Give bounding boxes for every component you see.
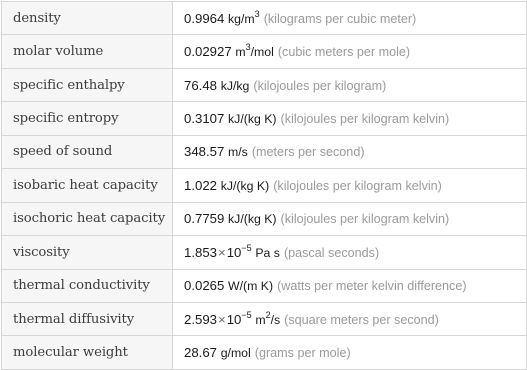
table-row (2, 135, 527, 168)
unit-text: W/(m K) (228, 279, 274, 294)
property-value (173, 102, 527, 135)
unit-description: (watts per meter kelvin difference) (277, 279, 467, 294)
property-label: molecular weight (2, 336, 173, 369)
unit-exponent: 2 (265, 309, 271, 320)
table-row (2, 35, 527, 68)
unit-text: kJ/(kg K) (228, 112, 277, 127)
table-row (2, 68, 527, 101)
property-label: speed of sound (2, 135, 173, 168)
value-unit (255, 246, 280, 260)
unit-description: (meters per second) (251, 145, 365, 160)
table-row (2, 202, 527, 235)
value-unit (255, 309, 281, 327)
unit-text: /s (270, 312, 281, 327)
property-label: specific enthalpy (2, 68, 173, 101)
value-number: 0.3107 (184, 111, 225, 127)
exponent-base: 10 (226, 311, 242, 327)
times-sign: × (218, 244, 226, 260)
unit-description: (kilojoules per kilogram kelvin) (273, 178, 442, 193)
property-label: specific entropy (2, 102, 173, 135)
unit-description: (cubic meters per mole) (277, 45, 411, 60)
value-number: 2.593 (184, 311, 218, 327)
unit-description: (pascal seconds) (283, 245, 380, 260)
exponent: −5 (241, 242, 252, 253)
property-value (173, 336, 527, 369)
value-unit (235, 42, 274, 60)
table-row (2, 2, 527, 35)
unit-text: g/mol (220, 346, 251, 361)
unit-exponent: 3 (245, 42, 251, 53)
value-unit (221, 179, 270, 193)
unit-description: (kilojoules per kilogram kelvin) (280, 212, 450, 227)
value-number: 1.022 (184, 177, 218, 193)
times-sign: × (218, 311, 226, 327)
unit-exponent: 3 (254, 8, 260, 19)
property-value (173, 302, 527, 335)
exponent: −5 (241, 309, 252, 320)
table-row (2, 336, 527, 369)
value-unit (228, 8, 260, 26)
value-number: 0.02927 (184, 44, 232, 60)
unit-text: kJ/(kg K) (220, 178, 270, 193)
unit-description: (kilojoules per kilogram) (253, 78, 387, 93)
table-row (2, 102, 527, 135)
value-number: 0.9964 (184, 10, 225, 26)
unit-text: /mol (250, 45, 274, 60)
unit-text: m/s (228, 145, 248, 160)
property-value (173, 236, 527, 269)
value-number: 1.853 (184, 244, 218, 260)
table-row (2, 302, 527, 335)
value-number: 348.57 (184, 144, 225, 160)
value-number: 28.67 (184, 345, 218, 361)
property-value (173, 169, 527, 202)
unit-text: kJ/(kg K) (228, 212, 277, 227)
property-label: molar volume (2, 35, 173, 68)
value-unit (228, 279, 273, 293)
properties-table (1, 1, 527, 370)
unit-text: m (255, 312, 266, 327)
exponent-base: 10 (226, 244, 242, 260)
property-value (173, 2, 527, 35)
value-unit (228, 212, 277, 226)
unit-description: (kilojoules per kilogram kelvin) (280, 112, 450, 127)
property-value (173, 202, 527, 235)
property-label: isobaric heat capacity (2, 169, 173, 202)
value-number: 0.0265 (184, 278, 225, 294)
unit-text: m (235, 45, 246, 60)
properties-table-body (2, 2, 527, 370)
table-row (2, 269, 527, 302)
unit-text: kg/m (228, 11, 255, 26)
unit-text: Pa s (255, 245, 280, 260)
property-value (173, 135, 527, 168)
property-value (173, 68, 527, 101)
unit-description: (square meters per second) (284, 312, 439, 327)
property-value (173, 35, 527, 68)
table-row (2, 236, 527, 269)
property-label: isochoric heat capacity (2, 202, 173, 235)
unit-description: (grams per mole) (254, 346, 351, 361)
value-unit (228, 145, 248, 159)
value-unit (221, 346, 251, 360)
property-label: density (2, 2, 173, 35)
table-row (2, 169, 527, 202)
property-label: thermal conductivity (2, 269, 173, 302)
property-label: thermal diffusivity (2, 302, 173, 335)
value-unit (221, 79, 250, 93)
property-value (173, 269, 527, 302)
unit-description: (kilograms per cubic meter) (263, 11, 417, 26)
value-unit (228, 112, 277, 126)
property-label: viscosity (2, 236, 173, 269)
value-number: 76.48 (184, 77, 218, 93)
unit-text: kJ/kg (220, 78, 250, 93)
value-number: 0.7759 (184, 211, 225, 227)
